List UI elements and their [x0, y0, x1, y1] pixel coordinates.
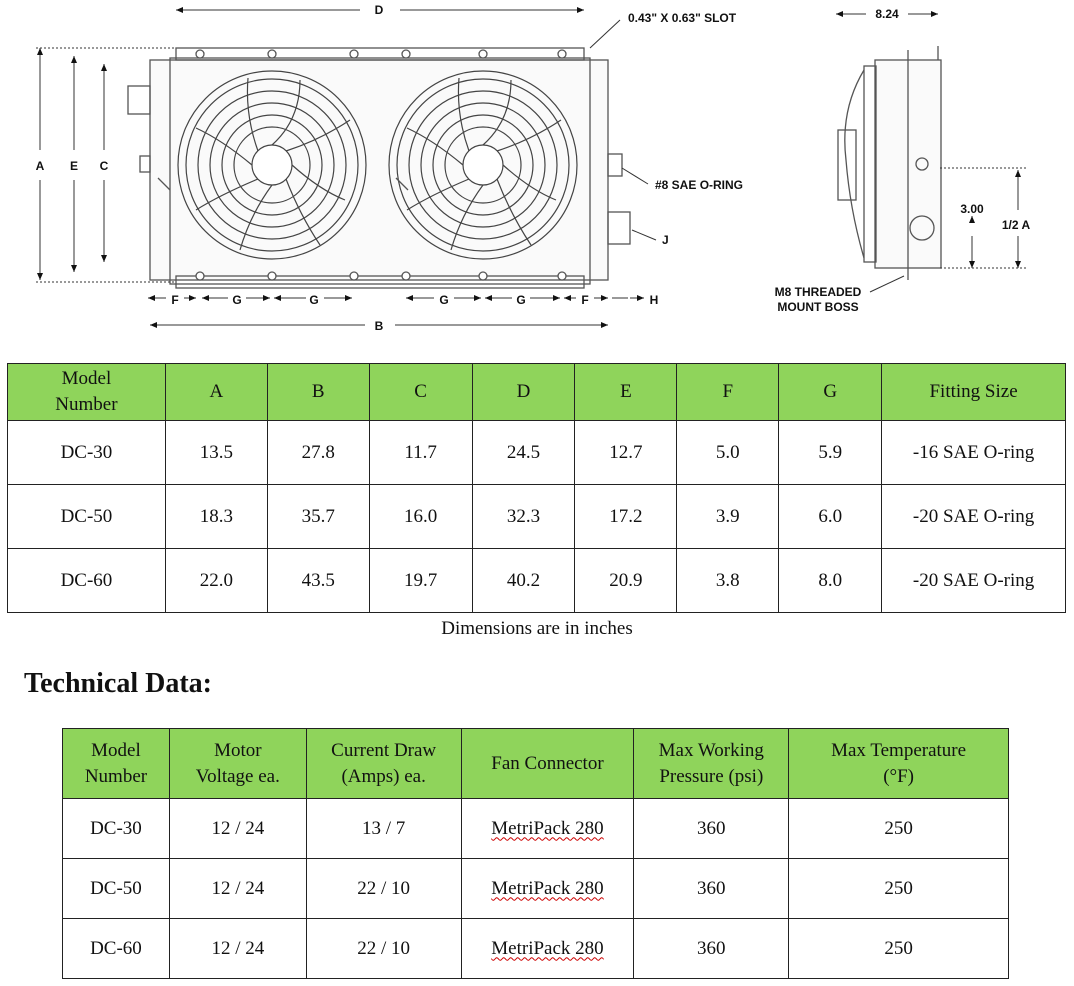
table-cell: DC-30 [63, 799, 170, 859]
table-cell [461, 799, 634, 859]
dim-label-b: B [374, 319, 384, 333]
table-cell: -16 SAE O-ring [882, 421, 1066, 485]
dim-label-j: J [662, 233, 669, 247]
table-cell: 32.3 [472, 485, 575, 549]
dim-label-a: A [35, 159, 45, 173]
side-view [838, 46, 941, 280]
dim-label-g3: G [439, 293, 449, 307]
table-cell: 250 [789, 919, 1009, 979]
table-cell: 40.2 [472, 549, 575, 613]
half-a-label: 1/2 A [1001, 218, 1031, 232]
header-line: (Amps) ea. [341, 765, 426, 787]
table-cell: 43.5 [267, 549, 369, 613]
table-row [8, 549, 1066, 613]
table-cell: 27.8 [267, 421, 369, 485]
dim-label-c: C [99, 159, 109, 173]
header-cell [789, 729, 1009, 799]
slot-label: 0.43" X 0.63" SLOT [628, 11, 737, 25]
table-cell: 5.0 [677, 421, 779, 485]
header-line: Current Draw [331, 739, 437, 761]
table-row [8, 421, 1066, 485]
header-cell [8, 364, 166, 421]
dim-label-d: D [374, 3, 384, 17]
header-cell [634, 729, 789, 799]
cooler-drawing [0, 0, 1074, 345]
table-cell [461, 919, 634, 979]
table-cell: 360 [634, 919, 789, 979]
table-cell: 22.0 [165, 549, 267, 613]
dim-label-f-left: F [171, 293, 179, 307]
header-line: Number [84, 765, 148, 787]
table-cell: 17.2 [575, 485, 677, 549]
table-cell: -20 SAE O-ring [882, 549, 1066, 613]
table-cell: 16.0 [369, 485, 472, 549]
table-cell: -20 SAE O-ring [882, 485, 1066, 549]
side-width-label: 8.24 [875, 7, 899, 21]
table-cell: DC-50 [8, 485, 166, 549]
table-cell: 5.9 [779, 421, 882, 485]
dim-label-e: E [69, 159, 79, 173]
table-cell: 250 [789, 859, 1009, 919]
header-cell: D [472, 364, 575, 421]
table-cell: 11.7 [369, 421, 472, 485]
table-cell [461, 859, 634, 919]
dim-label-h: H [649, 293, 659, 307]
header-cell [169, 729, 306, 799]
technical-header-row [63, 729, 1009, 799]
header-cell: Fitting Size [882, 364, 1066, 421]
dimensions-table [7, 363, 1066, 613]
table-cell: 12 / 24 [169, 859, 306, 919]
header-cell: F [677, 364, 779, 421]
header-line: Model [61, 368, 112, 389]
table-cell: DC-60 [8, 549, 166, 613]
header-cell: G [779, 364, 882, 421]
table-cell: 19.7 [369, 549, 472, 613]
table-row [63, 919, 1009, 979]
header-line: Max Temperature [831, 739, 967, 761]
header-cell: A [165, 364, 267, 421]
header-line: Number [55, 394, 118, 415]
technical-data-heading: Technical Data: [24, 668, 212, 699]
table-cell: 3.8 [677, 549, 779, 613]
technical-data-table [62, 728, 1009, 979]
header-line: Voltage ea. [195, 765, 280, 787]
boss-label-line1: M8 THREADED [774, 285, 862, 299]
table-cell: 360 [634, 859, 789, 919]
connector-text: MetriPack 280 [491, 937, 604, 959]
table-cell: 3.9 [677, 485, 779, 549]
table-cell: 8.0 [779, 549, 882, 613]
table-cell: 35.7 [267, 485, 369, 549]
header-line: Max Working [658, 739, 764, 761]
header-line: Motor [214, 739, 262, 761]
header-cell [306, 729, 461, 799]
table-cell: 250 [789, 799, 1009, 859]
table-cell: 12 / 24 [169, 799, 306, 859]
table-cell: 12 / 24 [169, 919, 306, 979]
boss-label-line2: MOUNT BOSS [777, 300, 859, 314]
dimensions-note: Dimensions are in inches [441, 618, 633, 639]
dim-label-g2: G [309, 293, 319, 307]
header-cell: E [575, 364, 677, 421]
dim-label-f-right: F [581, 293, 589, 307]
table-cell: 22 / 10 [306, 919, 461, 979]
table-cell: 360 [634, 799, 789, 859]
table-row [63, 859, 1009, 919]
table-cell: 22 / 10 [306, 859, 461, 919]
table-cell: 18.3 [165, 485, 267, 549]
table-row [63, 799, 1009, 859]
dim-label-g4: G [516, 293, 526, 307]
header-cell: B [267, 364, 369, 421]
connector-text: MetriPack 280 [491, 817, 604, 839]
table-row [8, 485, 1066, 549]
side-dim-label: 3.00 [960, 202, 984, 216]
table-cell: 6.0 [779, 485, 882, 549]
table-cell: 12.7 [575, 421, 677, 485]
header-cell [63, 729, 170, 799]
header-line: Pressure (psi) [659, 765, 764, 787]
dim-label-g1: G [232, 293, 242, 307]
table-cell: DC-50 [63, 859, 170, 919]
header-line: Model [91, 739, 141, 761]
connector-text: MetriPack 280 [491, 877, 604, 899]
header-line: Fan Connector [491, 752, 604, 774]
table-cell: 13 / 7 [306, 799, 461, 859]
table-cell: 13.5 [165, 421, 267, 485]
table-cell: DC-60 [63, 919, 170, 979]
header-line: (°F) [883, 765, 915, 787]
dimensions-header-row [8, 364, 1066, 421]
table-cell: 24.5 [472, 421, 575, 485]
oring-label: #8 SAE O-RING [655, 178, 744, 192]
table-cell: DC-30 [8, 421, 166, 485]
header-cell: C [369, 364, 472, 421]
header-cell [461, 729, 634, 799]
table-cell: 20.9 [575, 549, 677, 613]
